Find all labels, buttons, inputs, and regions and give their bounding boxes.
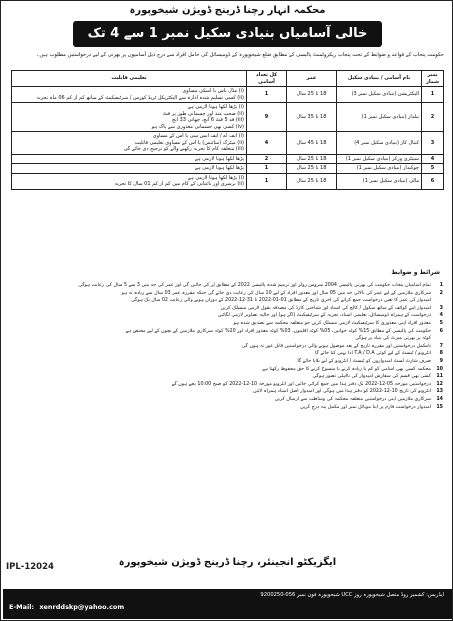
term-text: تمام آسامیاں پنجاب حکومت کی بھرتی پالیسی 2004 سروس رولز اور ترمیم شدہ پالیسی 2022 کے مطابق پُر کی جائیں گی اور عمر کی حد میں 3 سے 5 سال کی رعایت ہوگی bbox=[78, 283, 431, 288]
post-name: مالی (بنیادی سکیل نمبر 1) bbox=[337, 173, 422, 189]
table-row bbox=[12, 173, 444, 189]
header-age: عمر bbox=[287, 71, 337, 87]
qualification-line: (i) ایف اے / ایف ایس سی یا اس کے مساوی bbox=[152, 133, 244, 139]
table-row bbox=[12, 132, 444, 155]
post-name: کینال کار (بنیادی سکیل نمبر 4) bbox=[337, 132, 422, 155]
qualification-line: پڑھا لکھا ہونا لازمی ہے bbox=[194, 165, 244, 171]
header-qualification: تعلیمی قابلیت bbox=[12, 71, 247, 87]
term-number: 10 bbox=[436, 366, 443, 372]
header-no: نمبر شمار bbox=[422, 71, 444, 87]
term-text: امیدوار کی عمر کا تعین درخواست جمع کرانے کی آخری تاریخ کے مطابق 01-01-2022 تا 31-12-2022 کے دوران ہونے والی رعایت 02 سال تک ہوگی bbox=[131, 298, 431, 304]
vacancies-banner: خالی آسامیاں بنیادی سکیل نمبر 1 سے 4 تک bbox=[73, 21, 382, 47]
qualification-line: (i) مڈل پاس یا اسکی مساوی bbox=[182, 88, 244, 94]
row-number: 3 bbox=[422, 132, 444, 155]
post-qualification bbox=[12, 173, 247, 189]
term-number: 12 bbox=[436, 381, 443, 387]
qualification-line: پڑھا لکھا ہونا لازمی ہے bbox=[194, 155, 244, 162]
term-text: حکومت کی پالیسی کے مطابق 15% کوٹہ خواتین، 05% کوٹہ اقلیتوں، 03% کوٹہ معذور افراد اور 20% کوٹہ سرکاری ملازمین کے بچوں کے لیے مختص ہے bbox=[125, 328, 431, 334]
address-text: ایڈریس: کشمیر روڈ متصل شیخوپورہ روز UCC شیخوپورہ bbox=[318, 592, 444, 598]
intro-text: حکومت پنجاب کے قواعد و ضوابط کے تحت پنجاب ریکروٹمنٹ پالیسی کے مطابق ضلع شیخوپورہ کے ڈومیسائل کی حامل افراد سے درج ذیل آسامیوں پر بھرتی کے لیے درخواستیں مطلوب ہیں۔ bbox=[36, 52, 444, 58]
post-count: 1 bbox=[247, 173, 287, 189]
term-text: صرف شارٹ لسٹ امیدواروں کو ٹیسٹ / انٹرویو کے لیے بلایا جائے گا bbox=[297, 358, 431, 364]
term-item bbox=[15, 358, 443, 366]
terms-title: شرائط و ضوابط bbox=[391, 269, 440, 276]
qualification-line: (iii) متعلقہ کام کا تجربہ رکھنے والے کو ترجیح دی جائے گی bbox=[123, 146, 244, 152]
table-row bbox=[12, 164, 444, 174]
post-age: 18 تا 25 سال bbox=[287, 173, 337, 189]
term-text: نامکمل درخواستیں اور مقررہ تاریخ کے بعد موصول ہونے والی درخواستیں قابل غور نہ ہوں گی bbox=[241, 343, 431, 349]
terms-list bbox=[15, 282, 443, 411]
term-text: امیدوار اپنے کوائف کے ساتھ سکول / کالج کی اسناد اور شناختی کارڈ کی مصدقہ نقول لازمی منسلک کریں bbox=[220, 305, 431, 311]
term-text: انٹرویو کی تاریخ 10-12-2022 کو دفتر ہذا میں ہوگی اور امیدوار اصل اسناد ہمراہ لائیں bbox=[253, 389, 431, 395]
qualification-line: (ii) صحت مند اور جسمانی طور پر فٹ bbox=[162, 110, 244, 117]
header-count: کل تعداد آسامی bbox=[247, 71, 287, 87]
term-text: درخواستیں مورخہ 05-12-2022 تک دفتر ہذا میں جمع کرائی جائیں اور انٹرویو مورخہ 10-12-2022 کو صبح 10:00 بجے ہوں گے bbox=[171, 381, 431, 387]
term-text: انٹرویو / ٹیسٹ کے لیے کوئی T.A / D.A ادا نہیں کیا جائے گا bbox=[315, 351, 431, 357]
table-row bbox=[12, 154, 444, 164]
header-name: نام آسامی / بنیادی سکیل bbox=[337, 71, 422, 87]
term-number: 13 bbox=[436, 389, 443, 395]
term-number: 2 bbox=[439, 290, 443, 296]
qualification-line: (i) پڑھا لکھا ہونا لازمی ہے bbox=[187, 104, 244, 110]
term-item bbox=[15, 350, 443, 358]
phone-number: 056-9200250 bbox=[260, 592, 296, 598]
term-number: 11 bbox=[436, 374, 443, 380]
post-name: چوکیدار (بنیادی سکیل نمبر 1) bbox=[337, 164, 422, 174]
term-text: درخواست کے ہمراہ ڈومیسائل، تعلیمی اسناد، تجربہ کے سرٹیفیکیٹ (اگر ہو) اور حالیہ تصاویر لازمی لگائیں bbox=[217, 313, 431, 319]
term-number: 7 bbox=[439, 343, 443, 349]
term-number: 3 bbox=[439, 305, 443, 311]
row-number: 2 bbox=[422, 103, 444, 132]
term-text: محکمہ کسی بھی آسامی کو کم یا زیادہ کرنے یا منسوخ کرنے کا حق محفوظ رکھتا ہے bbox=[262, 366, 431, 372]
qualification-line: (ii) کسی تسلیم شدہ ادارہ سے الیکٹریکل ٹریڈ کورس / سرٹیفیکیٹ کے ساتھ کم از کم 06 ماہ تجربہ bbox=[36, 94, 244, 101]
term-item bbox=[15, 343, 443, 351]
term-number: 15 bbox=[436, 404, 443, 410]
qualification-line: (i) پڑھا لکھا ہونا لازمی ہے bbox=[187, 174, 244, 181]
term-number: 1 bbox=[439, 283, 443, 288]
footer-bar bbox=[3, 589, 452, 619]
qualification-line: (iv) کسی بھی جسمانی معذوری سے پاک ہو bbox=[151, 123, 244, 130]
department-name: محکمہ انہار رچنا ڈرینج ڈویژن شیخوپورہ bbox=[129, 5, 326, 16]
post-count: 9 bbox=[247, 103, 287, 132]
term-item bbox=[15, 305, 443, 313]
term-text: سرکاری ملازمین اپنی درخواستیں متعلقہ محکمہ کی وساطت سے ارسال کریں bbox=[274, 396, 431, 402]
footer-address bbox=[260, 592, 444, 598]
post-count: 1 bbox=[247, 87, 287, 103]
table-row bbox=[12, 87, 444, 103]
term-number: 9 bbox=[439, 358, 443, 364]
ipl-code: IPL-12024 bbox=[6, 562, 54, 572]
posts-table bbox=[11, 70, 444, 190]
term-item bbox=[15, 328, 443, 343]
table-row bbox=[12, 103, 444, 132]
term-item bbox=[15, 282, 443, 290]
post-qualification bbox=[12, 164, 247, 174]
term-item bbox=[15, 373, 443, 381]
post-count: 2 bbox=[247, 154, 287, 164]
term-item bbox=[15, 381, 443, 389]
qualification-line: (ii) نرسری اور باغبانی کے کام میں کم از کم 01 سال کا تجربہ bbox=[114, 181, 244, 187]
qualification-line: (ii) میٹرک (سائنس) یا اس کے مساوی تعلیمی قابلیت bbox=[134, 139, 244, 146]
post-qualification bbox=[12, 132, 247, 155]
post-age: 18 تا 45 سال bbox=[287, 132, 337, 155]
post-qualification bbox=[12, 103, 247, 132]
term-item bbox=[15, 366, 443, 374]
term-item bbox=[15, 388, 443, 396]
post-name: الیکٹریشن (بنیادی سکیل نمبر 3) bbox=[337, 87, 422, 103]
post-name: سینٹری ورکر (بنیادی سکیل نمبر 1) bbox=[337, 154, 422, 164]
term-item bbox=[15, 320, 443, 328]
term-number: 4 bbox=[439, 313, 443, 319]
term-text: سرکاری ملازمین کے لیے عمر کی بالائی حد میں 05 سال اور معذور افراد کے لیے 10 سال کی رعایت دی جائے گی جبکہ مقررہ عمر 03 سال سے زیادہ نہ ہو bbox=[121, 290, 431, 296]
post-age: 18 تا 25 سال bbox=[287, 154, 337, 164]
email-label: E-Mail: bbox=[9, 603, 35, 611]
post-count: 1 bbox=[247, 164, 287, 174]
phone-label: فون نمبر bbox=[296, 592, 317, 598]
email-address[interactable]: xenrddskp@yahoo.com bbox=[39, 603, 125, 611]
post-age: 18 تا 25 سال bbox=[287, 87, 337, 103]
term-number: 8 bbox=[439, 351, 443, 357]
post-name: بیلدار (بنیادی سکیل نمبر 1) bbox=[337, 103, 422, 132]
post-count: 4 bbox=[247, 132, 287, 155]
term-item bbox=[15, 290, 443, 305]
row-number: 4 bbox=[422, 154, 444, 164]
post-age: 18 تا 35 سال bbox=[287, 103, 337, 132]
footer-email bbox=[9, 603, 124, 611]
table-body bbox=[12, 87, 444, 190]
term-item bbox=[15, 404, 443, 412]
term-number: 6 bbox=[439, 328, 443, 334]
post-qualification bbox=[12, 154, 247, 164]
term-text: امیدوار درخواست فارم پر اپنا موبائل نمبر اور مکمل پتہ درج کریں bbox=[300, 404, 431, 410]
term-number: 14 bbox=[436, 396, 443, 402]
row-number: 6 bbox=[422, 173, 444, 189]
officer-title: ایگزیکٹو انجینئر، رچنا ڈرینج ڈویژن شیخوپورہ bbox=[118, 557, 337, 568]
term-number: 5 bbox=[439, 320, 443, 326]
post-age: 18 تا 25 سال bbox=[287, 164, 337, 174]
table-header-row bbox=[12, 71, 444, 87]
row-number: 1 bbox=[422, 87, 444, 103]
term-item bbox=[15, 396, 443, 404]
qualification-line: (iii) قد 5 فٹ 6 انچ، چھاتی 33 انچ bbox=[172, 117, 244, 123]
term-item bbox=[15, 312, 443, 320]
term-text: کسی بھی قسم کی سفارش امیدوار کی نااہلی تصور ہوگی bbox=[312, 374, 431, 380]
term-text: کوٹہ پر بھرتی میرٹ کی بنیاد پر ہوگی bbox=[355, 336, 431, 342]
row-number: 5 bbox=[422, 164, 444, 174]
term-text: معذور افراد اپنی معذوری کا سرٹیفیکیٹ لازمی منسلک کریں جو متعلقہ محکمہ سے تصدیق شدہ ہو bbox=[233, 320, 431, 326]
post-qualification bbox=[12, 87, 247, 103]
